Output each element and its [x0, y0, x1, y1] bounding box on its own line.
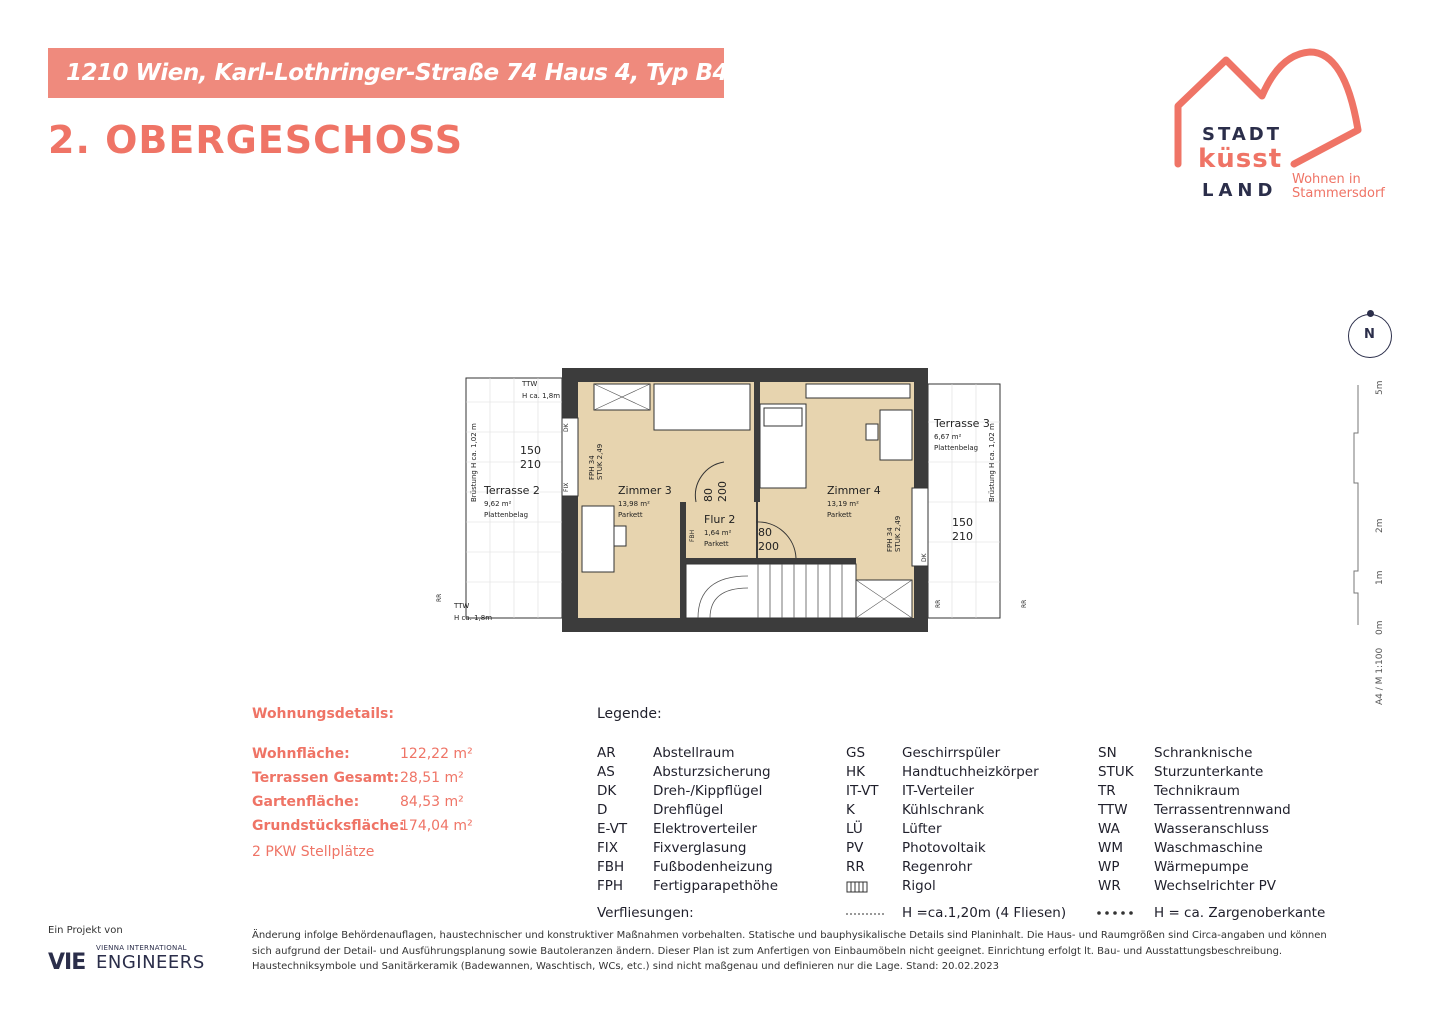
inner-wall: [680, 558, 856, 564]
stuk-right-label: STUK 2,49: [894, 515, 902, 552]
window-right-width: 150: [952, 516, 973, 529]
dk-label-right: DK: [921, 553, 928, 562]
brand-subline-1: Wohnen in: [1292, 172, 1361, 187]
room-name-terrasse-2: Terrasse 2: [484, 484, 540, 497]
ttw-top-height: H ca. 1,8m: [522, 392, 561, 400]
legend-desc: Wärmepumpe: [1154, 859, 1249, 875]
room-area-terrasse-3: 6,67 m²: [934, 433, 962, 441]
room-floor-flur-2: Parkett: [704, 540, 729, 548]
legend-abbr: HK: [846, 764, 866, 780]
wardrobe-zimmer-3: [654, 384, 750, 430]
legend-abbr: GS: [846, 745, 866, 761]
legend-desc: Wasseranschluss: [1154, 821, 1269, 837]
legend-desc: Abstellraum: [653, 745, 735, 761]
legend-desc: Schranknische: [1154, 745, 1253, 761]
fph-right-label: FPH 34: [886, 527, 894, 552]
detail-value: 84,53 m²: [400, 794, 464, 810]
legend-desc: Dreh-/Kippflügel: [653, 783, 763, 799]
room-name-zimmer-4: Zimmer 4: [827, 484, 881, 497]
bruestung-left-label: Brüstung H ca. 1,02 m: [470, 423, 478, 502]
legend-desc: Wechselrichter PV: [1154, 878, 1277, 894]
legend-abbr: SN: [1098, 745, 1117, 761]
ttw-bottom-height: H ca. 1,8m: [454, 614, 493, 622]
window-left-height: 210: [520, 458, 541, 471]
legend-abbr: FIX: [597, 840, 618, 856]
legend-abbr: D: [597, 802, 608, 818]
fbh-label: FBH: [689, 529, 696, 542]
door-z4-width: 80: [758, 526, 772, 539]
north-label: N: [1364, 327, 1375, 342]
scale-note: A4 / M 1:100: [1375, 647, 1385, 705]
bruestung-right-label: Brüstung H ca. 1,02 m: [988, 423, 996, 502]
room-name-flur-2: Flur 2: [704, 513, 736, 526]
legend-desc: Lüfter: [902, 821, 942, 837]
parking-info: 2 PKW Stellplätze: [252, 844, 375, 860]
brand-line-stadt: STADT: [1202, 124, 1282, 145]
project-label: Ein Projekt von: [48, 925, 123, 936]
legend-abbr: E-VT: [597, 821, 628, 837]
legend-abbr: TTW: [1098, 802, 1128, 818]
legend-desc: Geschirrspüler: [902, 745, 1001, 761]
legend-abbr: LÜ: [846, 821, 863, 837]
tiling-label: Verfliesungen:: [597, 905, 694, 921]
scale-tick-2m: 2m: [1375, 518, 1385, 533]
rr-label-right: RR: [935, 599, 942, 608]
legend-abbr: IT-VT: [846, 783, 879, 799]
legend-abbr: AS: [597, 764, 615, 780]
detail-label: Terrassen Gesamt:: [252, 770, 400, 786]
brand-line-land: LAND: [1202, 180, 1278, 201]
legend-abbr: WM: [1098, 840, 1123, 856]
room-floor-zimmer-4: Parkett: [827, 511, 852, 519]
north-indicator: [1348, 314, 1392, 358]
legend-desc: Sturzunterkante: [1154, 764, 1264, 780]
legend-desc: Drehflügel: [653, 802, 724, 818]
floor-plan: [428, 362, 1040, 632]
disclaimer: Änderung infolge Behördenauflagen, haustechnischer und konstruktiver Maßnahmen vorbehalten. Statische und bauphysikalische Details sind Planinhalt. Die Haus- und Raumgrößen sind Circa-angaben und können sich aufgrund der Detail- und Ausführungsplanung sowie Bautoleranzen ändern. Dieser Plan ist zum Anfertigen von Einbaumöbeln nicht geeignet. Einrichtung erfolgt lt. Bau- und Ausstattungsbeschreibung. Haustechniksymbole und Sanitärkeramik (Badewannen, Waschtisch, WCs, etc.) sind nicht maßgenau und definieren nur die Lage. Stand: 20.02.2023: [252, 930, 1327, 972]
room-floor-terrasse-2: Plattenbelag: [484, 511, 529, 519]
legend-desc: Terrassentrennwand: [1154, 802, 1291, 818]
dk-label-left: DK: [563, 423, 570, 432]
legend-abbr: WR: [1098, 878, 1121, 894]
legend-abbr: WP: [1098, 859, 1120, 875]
legend-abbr: RR: [846, 859, 865, 875]
legend-desc: Kühlschrank: [902, 802, 985, 818]
detail-row: [252, 818, 572, 838]
address-banner: 1210 Wien, Karl-Lothringer-Straße 74 Haus 4, Typ B4: [48, 48, 724, 98]
door-z4-height: 200: [758, 540, 779, 553]
chair-zimmer-3: [614, 526, 626, 546]
desk-zimmer-3: [582, 506, 614, 572]
tiling-option-b: H = ca. Zargenoberkante: [1154, 905, 1326, 921]
legend-abbr: DK: [597, 783, 617, 799]
legend-desc: Fußbodenheizung: [653, 859, 773, 875]
legend-desc: Photovoltaik: [902, 840, 986, 856]
detail-value: 28,51 m²: [400, 770, 464, 786]
floor-title: 2. OBERGESCHOSS: [48, 118, 464, 162]
room-name-zimmer-3: Zimmer 3: [618, 484, 672, 497]
legend-abbr: PV: [846, 840, 864, 856]
tiling-dotted-line-icon: [846, 912, 886, 916]
legend-desc: Technikraum: [1154, 783, 1240, 799]
vie-mark: VIE: [48, 950, 86, 975]
details-title: Wohnungsdetails:: [252, 706, 394, 722]
room-name-terrasse-3: Terrasse 3: [934, 417, 990, 430]
legend-desc: Handtuchheizkörper: [902, 764, 1039, 780]
window-left-width: 150: [520, 444, 541, 457]
rr-label-far-right: RR: [1021, 599, 1028, 608]
desk-zimmer-4: [880, 410, 912, 460]
door-z3-width: 80: [702, 488, 715, 502]
scale-tick-5m: 5m: [1375, 380, 1385, 395]
legend-abbr: FBH: [597, 859, 625, 875]
detail-row: [252, 770, 572, 790]
room-area-zimmer-3: 13,98 m²: [618, 500, 650, 508]
legend-abbr: AR: [597, 745, 616, 761]
detail-row: [252, 746, 572, 766]
rr-label-left: RR: [436, 593, 443, 602]
room-area-flur-2: 1,64 m²: [704, 529, 732, 537]
legend-abbr: TR: [1098, 783, 1116, 799]
inner-wall: [754, 382, 760, 502]
vie-logo: [48, 944, 208, 976]
wardrobe-zimmer-4: [806, 384, 910, 398]
legend-desc: Elektroverteiler: [653, 821, 758, 837]
legend-title: Legende:: [597, 706, 662, 722]
legend-abbr: WA: [1098, 821, 1120, 837]
apartment-details: [252, 706, 473, 860]
scale-bar: [1350, 375, 1390, 715]
room-area-zimmer-4: 13,19 m²: [827, 500, 859, 508]
rigol-icon: [846, 881, 868, 893]
stuk-left-label: STUK 2,49: [596, 443, 604, 480]
chair-zimmer-4: [866, 424, 878, 440]
window-right-height: 210: [952, 530, 973, 543]
north-dot-icon: [1367, 310, 1374, 317]
detail-value: 122,22 m²: [400, 746, 473, 762]
legend-desc: Regenrohr: [902, 859, 973, 875]
legend-abbr: K: [846, 802, 855, 818]
scale-tick-1m: 1m: [1375, 570, 1385, 585]
tiling-bold-dots-icon: [1096, 909, 1136, 917]
legend-abbr: FPH: [597, 878, 624, 894]
room-floor-zimmer-3: Parkett: [618, 511, 643, 519]
vie-subtitle: VIENNA INTERNATIONAL: [96, 944, 187, 952]
ttw-top-label: TTW: [522, 380, 538, 388]
brand-subline-2: Stammersdorf: [1292, 186, 1385, 201]
legend-desc: Rigol: [902, 878, 936, 894]
legend-desc: IT-Verteiler: [902, 783, 975, 799]
detail-label: Wohnfläche:: [252, 746, 350, 762]
pillow-zimmer-4: [764, 408, 802, 426]
fix-label-left: FIX: [563, 482, 570, 492]
detail-value: 174,04 m²: [400, 818, 473, 834]
detail-label: Grundstücksfläche:: [252, 818, 405, 834]
room-area-terrasse-2: 9,62 m²: [484, 500, 512, 508]
ttw-bottom-label: TTW: [454, 602, 470, 610]
legend-desc: Fixverglasung: [653, 840, 747, 856]
tiling-option-a: H =ca.1,20m (4 Fliesen): [902, 905, 1067, 921]
legend-abbr: STUK: [1098, 764, 1134, 780]
detail-label: Gartenfläche:: [252, 794, 360, 810]
legend-desc: Absturzsicherung: [653, 764, 771, 780]
brand-logo: [1170, 44, 1400, 214]
scale-tick-0m: 0m: [1375, 620, 1385, 635]
vie-name: ENGINEERS: [96, 952, 205, 973]
legend-desc: Waschmaschine: [1154, 840, 1263, 856]
legend-desc: Fertigparapethöhe: [653, 878, 779, 894]
staircase: [686, 564, 856, 618]
room-floor-terrasse-3: Plattenbelag: [934, 444, 979, 452]
fph-left-label: FPH 34: [588, 455, 596, 480]
door-z3-height: 200: [716, 481, 729, 502]
detail-row: [252, 794, 572, 814]
brand-line-kusst: küsst: [1198, 144, 1283, 174]
